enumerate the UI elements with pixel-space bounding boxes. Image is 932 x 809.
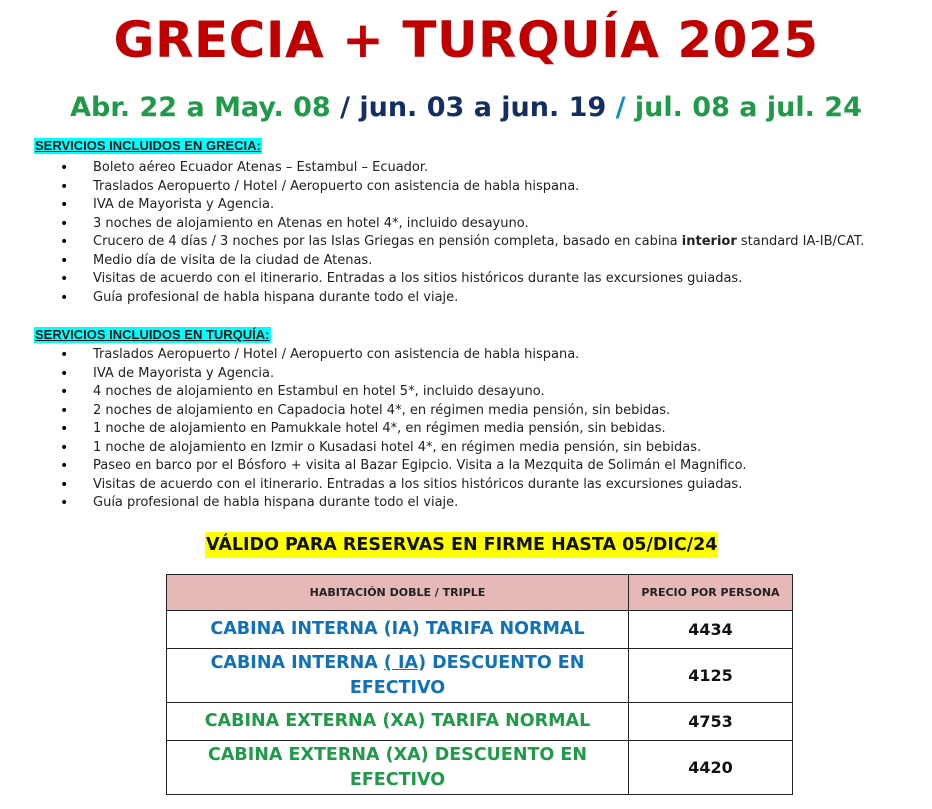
table-row: [167, 611, 793, 649]
cabin-price: 4125: [629, 649, 793, 703]
cabin-name-part: CABINA INTERNA: [210, 652, 384, 673]
turkey-services-list: [60, 346, 920, 513]
cabin-name-code: ( IA: [383, 652, 419, 673]
travel-dates: [0, 88, 932, 128]
list-item: • IVA de Mayorista y Agencia.: [60, 365, 920, 384]
cruise-cabin-type: interior: [681, 234, 737, 249]
table-row: [167, 741, 793, 795]
list-item: • Traslados Aeropuerto / Hotel / Aeropuerto con asistencia de habla hispana.: [60, 178, 920, 197]
list-item: • Guía profesional de habla hispana durante todo el viaje.: [60, 494, 920, 513]
date-range-3: jul. 08 a jul. 24: [634, 92, 862, 123]
page-title: GRECIA + TURQUÍA 2025: [113, 11, 819, 69]
date-separator-2: /: [606, 92, 635, 123]
booking-validity-notice: VÁLIDO PARA RESERVAS EN FIRME HASTA 05/DIC/24: [205, 532, 718, 558]
list-item: • 2 noches de alojamiento en Capadocia hotel 4*, en régimen media pensión, sin bebidas.: [60, 402, 920, 421]
list-item: • 1 noche de alojamiento en Pamukkale hotel 4*, en régimen media pensión, sin bebidas.: [60, 420, 920, 439]
list-item: • Paseo en barco por el Bósforo + visita al Bazar Egipcio. Visita a la Mezquita de Solimán el Magnifico.: [60, 457, 920, 476]
turkey-services-heading: SERVICIOS INCLUIDOS EN TURQUÍA:: [35, 327, 270, 342]
cabin-name: CABINA EXTERNA (XA) DESCUENTO EN EFECTIVO: [167, 741, 629, 795]
list-item: • Medio día de visita de la ciudad de Atenas.: [60, 252, 920, 271]
table-row: [167, 649, 793, 703]
cabin-name: CABINA INTERNA (IA) TARIFA NORMAL: [167, 611, 629, 649]
list-item: • IVA de Mayorista y Agencia.: [60, 196, 920, 215]
header-room-type: HABITACIÓN DOBLE / TRIPLE: [167, 575, 629, 611]
list-item: • Guía profesional de habla hispana durante todo el viaje.: [60, 289, 920, 308]
list-item: • Visitas de acuerdo con el itinerario. Entradas a los sitios históricos durante las excursiones guiadas.: [60, 270, 920, 289]
price-table: [166, 574, 793, 795]
date-range-2: jun. 03 a jun. 19: [359, 92, 607, 123]
header-price: PRECIO POR PERSONA: [629, 575, 793, 611]
list-item: • Boleto aéreo Ecuador Atenas – Estambul – Ecuador.: [60, 159, 920, 178]
greece-services-list: [60, 159, 920, 307]
list-item: • 1 noche de alojamiento en Izmir o Kusadasi hotel 4*, en régimen media pensión, sin bebidas.: [60, 439, 920, 458]
list-item-cruise: [60, 233, 920, 252]
table-header-row: [167, 575, 793, 611]
cabin-name: [167, 649, 629, 703]
cruise-text: Crucero de 4 días / 3 noches por las Islas Griegas en pensión completa, basado en cabina: [93, 234, 682, 249]
cruise-text-end: standard IA-IB/CAT.: [736, 234, 865, 249]
cabin-name: CABINA EXTERNA (XA) TARIFA NORMAL: [167, 703, 629, 741]
date-range-1: Abr. 22 a May. 08: [70, 92, 331, 123]
list-item: • Traslados Aeropuerto / Hotel / Aeropuerto con asistencia de habla hispana.: [60, 346, 920, 365]
list-item: • 3 noches de alojamiento en Atenas en hotel 4*, incluido desayuno.: [60, 215, 920, 234]
list-item: • Visitas de acuerdo con el itinerario. Entradas a los sitios históricos durante las excursiones guiadas.: [60, 476, 920, 495]
cabin-name-part: ) DESCUENTO EN EFECTIVO: [349, 652, 585, 698]
cabin-price: 4434: [629, 611, 793, 649]
cabin-price: 4753: [629, 703, 793, 741]
greece-services-heading: SERVICIOS INCLUIDOS EN GRECIA:: [35, 138, 261, 153]
list-item: • 4 noches de alojamiento en Estambul en hotel 5*, incluido desayuno.: [60, 383, 920, 402]
date-separator-1: /: [330, 92, 360, 123]
cabin-price: 4420: [629, 741, 793, 795]
table-row: [167, 703, 793, 741]
